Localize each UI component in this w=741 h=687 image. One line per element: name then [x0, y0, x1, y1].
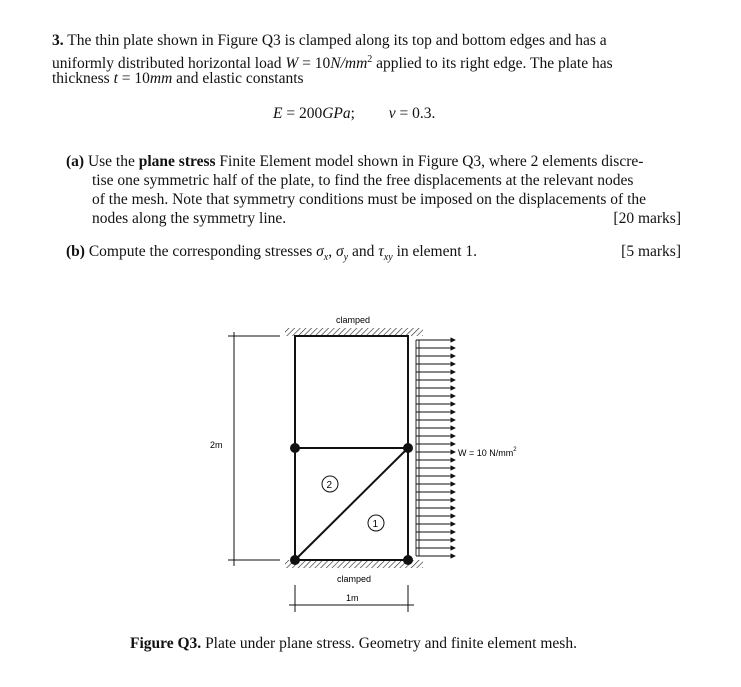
part-a-label: (a) — [66, 153, 85, 170]
equation-separator: ; — [350, 105, 355, 122]
node-bottom-right — [403, 555, 413, 565]
question-line-1-text: The thin plate shown in Figure Q3 is clamped along its top and bottom edges and has a — [67, 32, 607, 49]
width-dim-label: 1m — [346, 593, 359, 603]
line2-text-c: applied to its right edge. The plate has — [376, 55, 613, 73]
part-a-line-3: of the mesh. Note that symmetry conditions must be imposed on the displacements of the — [92, 191, 647, 208]
top-clamp-hatch — [285, 328, 423, 336]
load-unit: N/mm — [330, 55, 368, 73]
top-clamped-label: clamped — [336, 315, 371, 325]
part-b-line: (b) Compute the corresponding stresses $\sigma_x$, $\sigma_y$ and $\tau_{xy}$ in element 1. — [66, 243, 478, 264]
part-b-text-a: Compute the corresponding stresses — [88, 243, 313, 260]
thickness-value: = 10 — [121, 70, 150, 87]
stress-sigma-x: σ — [316, 243, 324, 260]
part-b-label: (b) — [66, 243, 85, 260]
bottom-clamped-label: clamped — [337, 574, 372, 584]
load-value: = 10 — [302, 55, 331, 73]
load-symbol: W — [285, 55, 299, 73]
caption-text: Plate under plane stress. Geometry and finite element mesh. — [205, 635, 577, 652]
distributed-load-arrows — [416, 340, 455, 556]
node-bottom-left — [290, 555, 300, 565]
youngs-modulus-symbol: E — [273, 105, 283, 122]
poisson-symbol: ν — [388, 105, 396, 122]
part-a-line-4: nodes along the symmetry line. — [92, 210, 287, 227]
stress-sigma-y: σ — [335, 243, 344, 260]
part-a-bold-term: plane stress — [138, 153, 216, 170]
question-number: 3. — [52, 32, 64, 49]
load-unit-exp: 2 — [367, 54, 373, 65]
height-dim-label: 2m — [210, 440, 223, 450]
stress-sigma-x-sub: x — [323, 252, 329, 264]
load-label: W = 10 $N/mm^2$ — [458, 447, 517, 458]
stress-tau-xy-sub: xy — [383, 252, 393, 264]
line3-text-a: thickness — [52, 70, 110, 87]
line2-text-a: uniformly distributed horizontal load — [52, 55, 282, 73]
part-a-marks: [20 marks] — [613, 210, 681, 227]
caption-label: Figure Q3. — [130, 635, 202, 652]
part-b-and: and — [351, 243, 375, 260]
bottom-clamp-hatch — [285, 560, 423, 568]
part-b-marks: [5 marks] — [621, 243, 681, 260]
node-top-right — [403, 443, 413, 453]
youngs-modulus-value: = 200 — [286, 105, 323, 122]
thickness-unit: mm — [149, 70, 173, 87]
stress-sigma-y-sub: y — [343, 252, 349, 264]
thickness-symbol: t — [113, 70, 118, 87]
mesh-diagonal — [295, 448, 408, 560]
part-a-text-1a: Use the — [87, 153, 135, 170]
element-2-label: 2 — [326, 480, 333, 491]
line3-text-c: and elastic constants — [176, 70, 304, 87]
part-a-line-2: tise one symmetric half of the plate, to find the free displacements at the relevant nodes — [92, 172, 634, 189]
poisson-value: = 0.3. — [399, 105, 436, 122]
node-top-left — [290, 443, 300, 453]
figure-caption — [130, 634, 577, 654]
stress-tau-xy: τ — [378, 243, 384, 260]
part-a-text-1b: Finite Element model shown in Figure Q3, where 2 elements discre- — [219, 153, 644, 170]
youngs-modulus-unit: GPa — [322, 105, 351, 122]
element-1-label: 1 — [372, 519, 379, 530]
part-b-text-b: in element 1. — [396, 243, 478, 260]
